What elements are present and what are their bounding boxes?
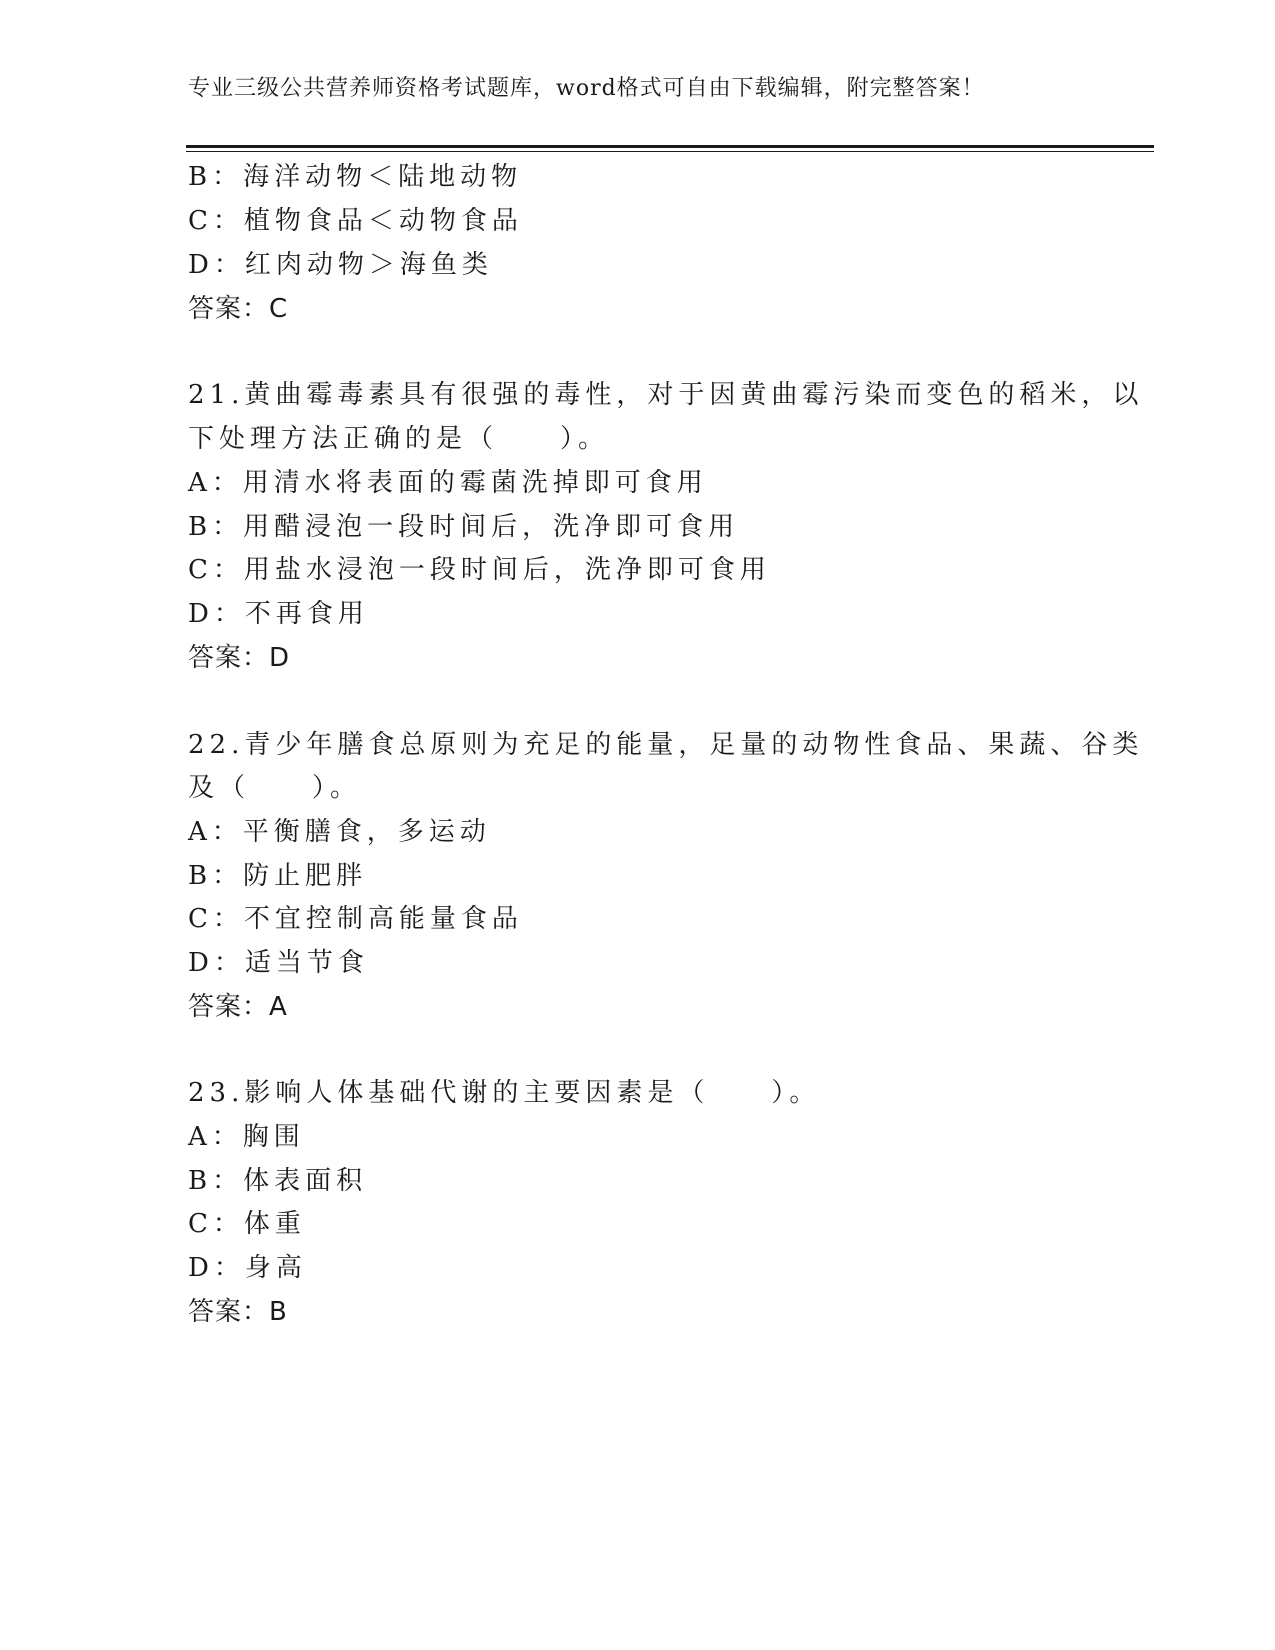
- q22-option-b: B：防止肥胖: [188, 861, 368, 891]
- prev-option-b: B：海洋动物＜陆地动物: [188, 162, 523, 192]
- q22-option-c: C：不宜控制高能量食品: [188, 904, 523, 934]
- page-header: 专业三级公共营养师资格考试题库，word格式可自由下载编辑，附完整答案！: [188, 76, 985, 101]
- q22-option-d: D：适当节食: [188, 948, 369, 978]
- q23-option-a: A：胸围: [188, 1122, 305, 1152]
- header-rule-thick: [186, 145, 1154, 148]
- q23-option-c: C：体重: [188, 1209, 306, 1239]
- q23-answer: 答案：B: [188, 1297, 288, 1327]
- q21-option-c: C：用盐水浸泡一段时间后，洗净即可食用: [188, 555, 771, 585]
- q23-option-b: B：体表面积: [188, 1166, 368, 1196]
- prev-answer: 答案：C: [188, 294, 289, 324]
- q22-stem-line-1: 22.青少年膳食总原则为充足的能量，足量的动物性食品、果蔬、谷类: [188, 730, 1144, 760]
- q22-stem-line-2: 及（ ）。: [188, 773, 362, 803]
- header-rule-thin: [186, 151, 1154, 152]
- prev-option-c: C：植物食品＜动物食品: [188, 206, 523, 236]
- q21-option-b: B：用醋浸泡一段时间后，洗净即可食用: [188, 512, 740, 542]
- q23-option-d: D：身高: [188, 1253, 307, 1283]
- q22-answer: 答案：A: [188, 992, 288, 1022]
- q21-answer: 答案：D: [188, 643, 291, 673]
- q22-option-a: A：平衡膳食，多运动: [188, 817, 491, 847]
- q23-stem-line-1: 23.影响人体基础代谢的主要因素是（ ）。: [188, 1078, 821, 1108]
- q21-option-a: A：用清水将表面的霉菌洗掉即可食用: [188, 468, 708, 498]
- prev-option-d: D：红肉动物＞海鱼类: [188, 250, 493, 280]
- q21-stem-line-2: 下处理方法正确的是（ ）。: [188, 424, 610, 454]
- q21-option-d: D：不再食用: [188, 599, 369, 629]
- q21-stem-line-1: 21.黄曲霉毒素具有很强的毒性，对于因黄曲霉污染而变色的稻米，以: [188, 380, 1144, 410]
